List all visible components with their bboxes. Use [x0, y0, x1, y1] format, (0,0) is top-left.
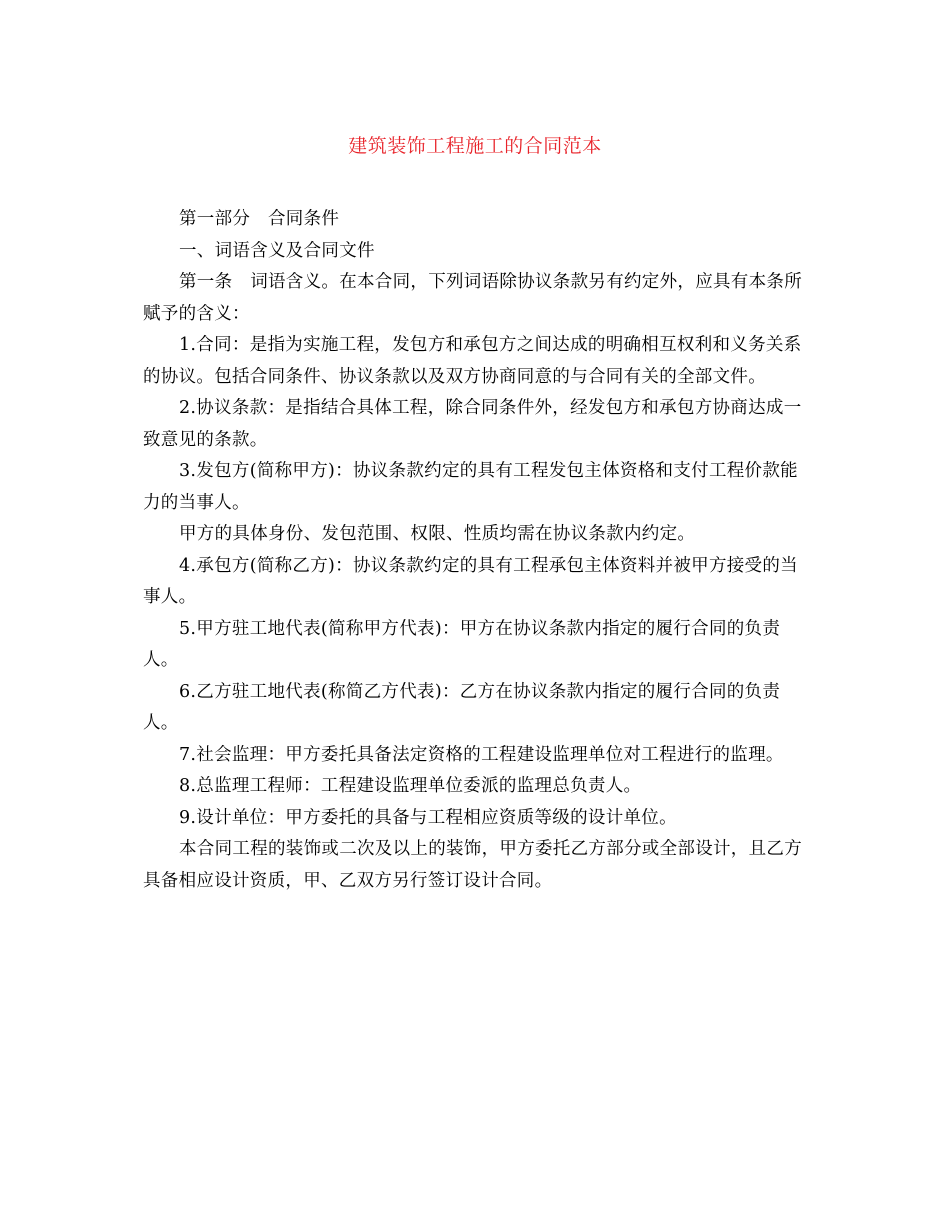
definition-design-unit: 9.设计单位：甲方委托的具备与工程相应资质等级的设计单位。 — [179, 807, 677, 828]
design-contract-note: 本合同工程的装饰或二次及以上的装饰，甲方委托乙方部分或全部设计，且乙方具备相应设计资质，甲、乙双方另行签订设计合同。 — [143, 839, 802, 891]
definition-supervision: 7.社会监理：甲方委托具备法定资格的工程建设监理单位对工程进行的监理。 — [179, 744, 784, 765]
definition-party-b: 4.承包方(简称乙方)：协议条款约定的具有工程承包主体资料并被甲方接受的当事人。 — [143, 555, 798, 607]
document-title: 建筑装饰工程施工的合同范本 — [348, 135, 602, 157]
article-1-intro: 第一条 词语含义。在本合同，下列词语除协议条款另有约定外，应具有本条所赋予的含义： — [143, 272, 802, 324]
document-body — [143, 204, 803, 897]
definition-party-a: 3.发包方(简称甲方)：协议条款约定的具有工程发包主体资格和支付工程价款能力的当事人。 — [143, 461, 798, 513]
definition-agreement-terms: 2.协议条款：是指结合具体工程，除合同条件外，经发包方和承包方协商达成一致意见的条款。 — [143, 398, 802, 450]
definition-party-b-rep: 6.乙方驻工地代表(称简乙方代表)：乙方在协议条款内指定的履行合同的负责人。 — [143, 681, 781, 733]
definition-contract: 1.合同：是指为实施工程，发包方和承包方之间达成的明确相互权利和义务关系的协议。包括合同条件、协议条款以及双方协商同意的与合同有关的全部文件。 — [143, 335, 802, 387]
section-heading: 一、词语含义及合同文件 — [179, 240, 375, 261]
definition-party-a-rep: 5.甲方驻工地代表(简称甲方代表)：甲方在协议条款内指定的履行合同的负责人。 — [143, 618, 781, 670]
part-heading: 第一部分 合同条件 — [179, 209, 340, 229]
definition-chief-engineer: 8.总监理工程师：工程建设监理单位委派的监理总负责人。 — [179, 776, 642, 796]
party-a-note: 甲方的具体身份、发包范围、权限、性质均需在协议条款内约定。 — [179, 524, 696, 544]
